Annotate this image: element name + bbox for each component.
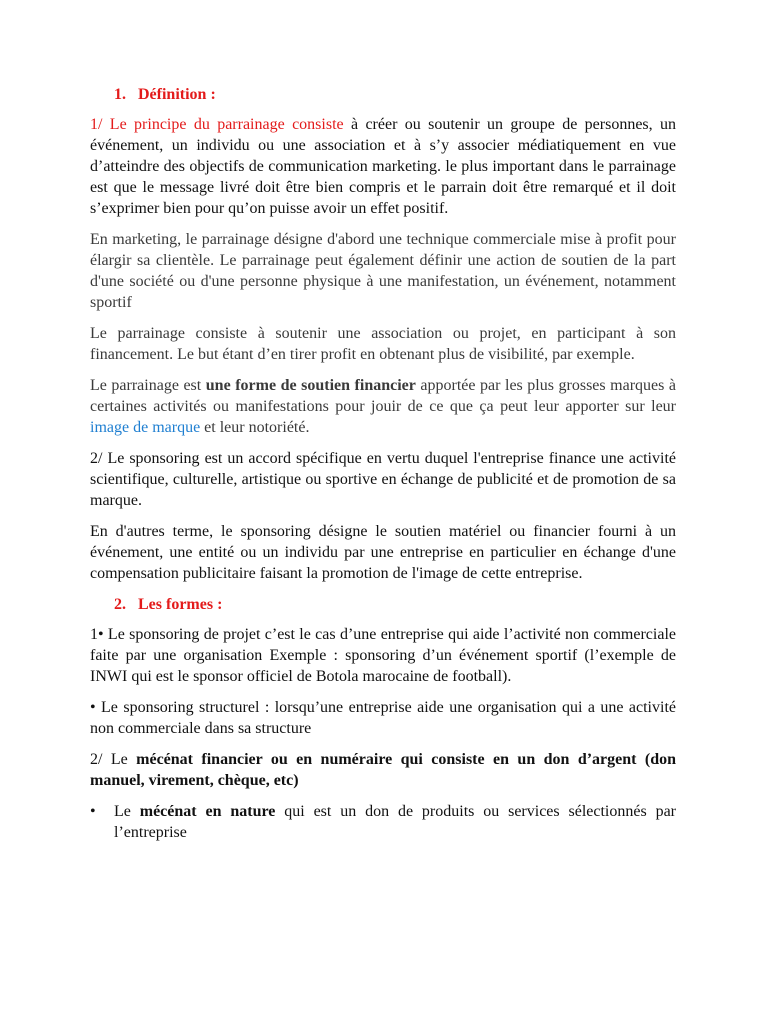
paragraph-text: 2/ Le <box>90 751 137 768</box>
bullet-list <box>90 801 676 843</box>
paragraph-sponsoring-accord: 2/ Le sponsoring est un accord spécifique en vertu duquel l'entreprise finance une activité scientifique, culturelle, artistique ou sportive en échange de publicité et de promotion de sa marque. <box>90 450 676 509</box>
document-content <box>90 84 676 851</box>
paragraph-text: apportée par les plus grosses marques à certaines activités ou manifestations pour jouir de ce que ça peut leur apporter sur leur <box>90 377 677 415</box>
section-title: Définition : <box>138 86 216 103</box>
bold-phrase: mécénat financier ou en numéraire qui consiste en un don d’argent (don manuel, virement, chèque, etc) <box>90 751 677 789</box>
paragraph-mecenat-financier <box>90 749 676 791</box>
paragraph-text: Le <box>114 803 140 820</box>
paragraph-text: et leur notoriété. <box>200 419 310 436</box>
paragraph-text: qui est un don de produits ou services sélectionnés par l’entreprise <box>114 803 677 841</box>
paragraph-text: Le parrainage est <box>90 377 206 394</box>
image-de-marque-link[interactable]: image de marque <box>90 419 201 436</box>
section-title: Les formes : <box>138 596 223 613</box>
paragraph-soutien-association: Le parrainage consiste à soutenir une association ou projet, en participant à son financement. Le but étant d’en tirer profit en obtenant plus de visibilité, par exemple. <box>90 325 676 363</box>
section-number: 1. <box>114 86 126 103</box>
paragraph-text: à créer ou soutenir un groupe de personnes, un événement, un individu ou une association et à s’y associer médiatiquement en vue d’atteindre des objectifs de communication marketing. le plus important dans le parrainage est que le message livré doit être bien compris et le parrain doit être remarqué et il doit s’exprimer bien pour qu’on puisse avoir un effet positif. <box>90 116 677 217</box>
section-number: 2. <box>114 596 126 613</box>
paragraph-sponsoring-structurel: • Le sponsoring structurel : lorsqu’une entreprise aide une organisation qui a une activité non commerciale dans sa structure <box>90 699 676 737</box>
paragraph-sponsoring-projet: 1• Le sponsoring de projet c’est le cas d’une entreprise qui aide l’activité non commerciale faite par une organisation Exemple : sponsoring d’un événement sportif (l’exemple de INWI qui est le sponsor officiel de Botola marocaine de football). <box>90 626 676 685</box>
paragraph-soutien-financier <box>90 375 676 438</box>
paragraph-sponsoring-autres-termes: En d'autres terme, le sponsoring désigne le soutien matériel ou financier fourni à un événement, une entité ou un individu par une entreprise en particulier en échange d'une compensation publicitaire faisant la promotion de l'image de cette entreprise. <box>90 523 676 582</box>
bullet-icon: • <box>90 803 96 820</box>
paragraph-marketing: En marketing, le parrainage désigne d'abord une technique commerciale mise à profit pour élargir sa clientèle. Le parrainage peut également définir une action de soutien de la part d'une société ou d'une personne physique à une manifestation, un événement, notamment sportif <box>90 231 676 311</box>
list-item-mecenat-nature <box>90 801 676 843</box>
section-heading-formes <box>114 594 676 616</box>
section-heading-definition <box>114 84 676 106</box>
highlighted-phrase: 1/ Le principe du parrainage consiste <box>90 116 344 133</box>
bold-phrase: mécénat en nature <box>139 803 276 820</box>
paragraph-parrainage-principe <box>90 114 676 219</box>
bold-phrase: une forme de soutien financier <box>205 377 416 394</box>
